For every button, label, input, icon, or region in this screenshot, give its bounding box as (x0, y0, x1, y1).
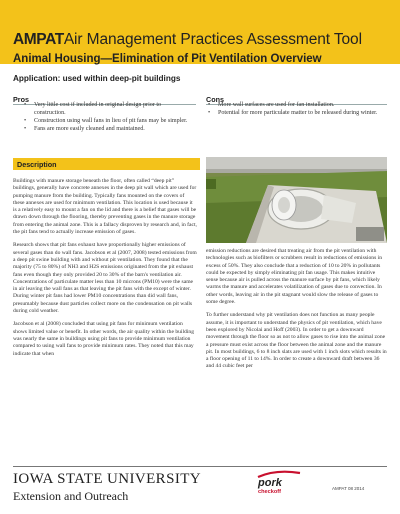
cons-item: • Potential for more particulate matter to be released during winter. (206, 109, 378, 117)
description-column-right (206, 248, 387, 377)
brand-name: AMPAT (13, 31, 64, 48)
checkoff-word: checkoff (258, 489, 282, 495)
pros-item: • Very little cost if included in original design prior to construction. (22, 101, 192, 117)
title-rest: Air Management Practices Assessment Tool (63, 31, 362, 48)
isu-wordmark: IOWA STATE UNIVERSITY (13, 471, 202, 487)
pros-list (22, 101, 192, 133)
pit-fan-photo (206, 157, 387, 243)
pros-heading: Pros (13, 95, 29, 104)
pit-fan-photo-illustration (206, 157, 387, 243)
description-paragraph: Research shows that pit fans exhaust have proportionally higher emissions of several gases than do wall fans. Jacobson et al (2007, 2008) tested emissions from a deep pit swine building with and without pit ventilation. They found that the majority (75 to 80%) of NH3 and H2S emissions originated from the pit exhaust fans even though they only provided 20 to 30% of the barn's ventilation air. Concentrations of particulate matter less than 10 microns (PM10) were the same in air leaving the wall fans as that leaving the pit fans with the except of winter. During winter pit fans had lower PM10 concentrations than did wall fans, presumably because dust particles collect more on the condensation on pit walls during cold weather. (13, 242, 197, 315)
description-paragraph: emission reductions are desired that treating air from the pit ventilation with technologies such as biofilters or scrubbers result in reductions of emissions in excess of 50%. They also conclude that a reduction of 10 to 20% in pollutants could be expected by simply eliminating pit fan usage. This makes intuitive sense because air is pulled across the manure surface by pit fans, which likely warms the manure and accelerates volatilization of gases due to convection. In other words, leaving air in the pit stagnant would slow the release of gases to some degree. (206, 248, 383, 306)
description-heading-bar (13, 158, 200, 170)
description-paragraph: Jacobson et al (2008) concluded that using pit fans for minimum ventilation shows limited value or benefit. In other words, the air quality within the building was nearly the same in buildings using pit fans to provide minimum ventilation compared to using wall fans to provide minimum rates. They noted that this may indicate that when (13, 321, 194, 357)
pros-item: • Fans are more easily cleaned and maintained. (22, 125, 192, 133)
pros-item: • Construction using wall fans in lieu of pit fans may be simpler. (22, 117, 192, 125)
description-paragraph: Buildings with manure storage beneath the floor, often called “deep pit” buildings, generally have concrete annexes in the deep pit wall which are used for pumping manure from the building. Typically fans mounted on the covers of these annexes are used for minimum ventilation. This location is used because it is a relatively easy to mount a fan on the lid and there is a belief that gases will be drawn down through the flooring, thereby preventing gases in the manure storage from entering the animal zone. This is a fallacy disproven by research and, in fact, the pit fans tend to actually increase emission of gases. (13, 178, 197, 236)
description-heading: Description (17, 159, 57, 169)
pork-checkoff-logo (254, 467, 309, 497)
document-title (13, 31, 362, 49)
document-number: AMPAT 08 2014 (332, 486, 365, 491)
cons-heading: Cons (206, 95, 224, 104)
page-subtitle: Animal Housing—Elimination of Pit Ventilation Overview (13, 53, 322, 65)
cons-item: • More wall surfaces are used for fan installation. (206, 101, 378, 109)
application-line: Application: used within deep-pit buildings (13, 74, 181, 83)
description-paragraph: To further understand why pit ventilation does not function as many people assume, it is important to understand the physics of pit ventilation, which have been explored by Nicolai and Hoff (2003). In order to get a downward movement through the floor so as not to allow gases to rise into the animal zone a pressure must exist across the floor between the animal zone and the manure pit. In most buildings, 6 to 8 inch slats are used with 1 inch slots which results in a floor opening of 11 to 14%. In order to create a downward draft between 36 and 44 cubic feet per (206, 312, 387, 370)
extension-wordmark: Extension and Outreach (13, 489, 129, 503)
pork-checkoff-logo-graphic (254, 467, 309, 497)
description-column-left (13, 178, 197, 364)
cons-list (206, 101, 378, 117)
pork-word: pork (258, 477, 282, 489)
footer-rule (13, 466, 387, 467)
